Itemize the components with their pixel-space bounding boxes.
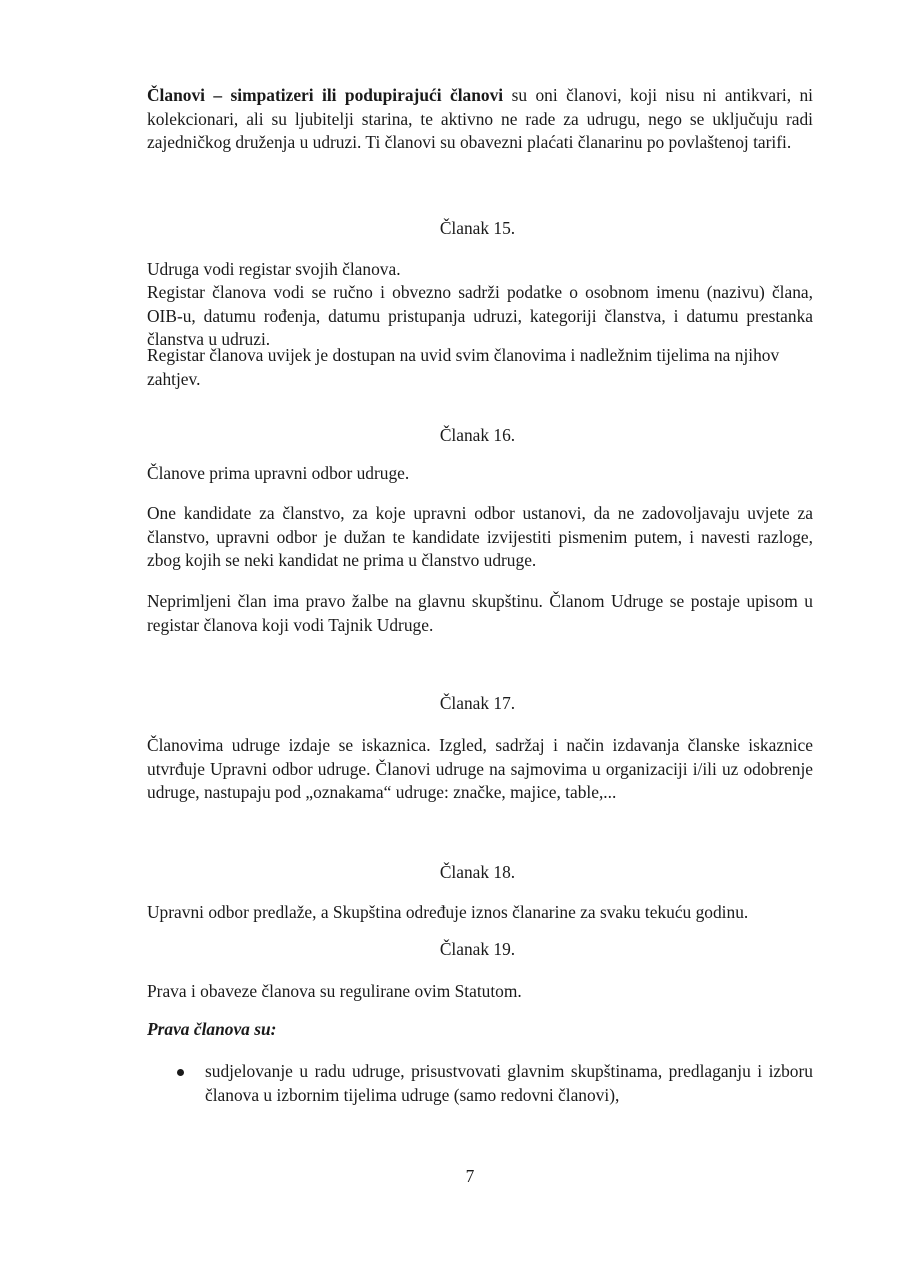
article-15-heading: Članak 15. — [439, 218, 516, 238]
intro-paragraph — [147, 84, 813, 155]
article-16-paragraph-2: One kandidate za članstvo, za koje upravni odbor ustanovi, da ne zadovoljavaju uvjete za članstvo, upravni odbor je dužan te kandidate izvijestiti pismenim putem, i navesti razloge, zbog kojih se neki kandidat ne prima u članstvo udruge. — [147, 503, 813, 571]
article-16-paragraph-3: Neprimljeni član ima pravo žalbe na glavnu skupštinu. Članom Udruge se postaje upisom u registar članova koji vodi Tajnik Udruge. — [147, 591, 813, 635]
list-item-text: sudjelovanje u radu udruge, prisustvovati glavnim skupštinama, predlaganju i izboru članova u izbornim tijelima udruge (samo redovni članovi), — [205, 1061, 813, 1105]
article-17-paragraph-1: Članovima udruge izdaje se iskaznica. Izgled, sadržaj i način izdavanja članske iskaznice utvrđuje Upravni odbor udruge. Članovi udruge na sajmovima u organizaciji i/ili uz odobrenje udruge, nastupaju pod „oznakama“ udruge: značke, majice, table,... — [147, 735, 813, 803]
bullet-icon — [177, 1069, 184, 1076]
article-15-paragraph-1: Udruga vodi registar svojih članova. — [147, 259, 401, 279]
intro-bold-lead: Članovi – simpatizeri ili podupirajući članovi — [147, 85, 504, 105]
rights-title: Prava članova su: — [147, 1019, 277, 1039]
article-16-paragraph-1: Članove prima upravni odbor udruge. — [147, 463, 410, 483]
list-item — [147, 1060, 813, 1107]
article-17-heading: Članak 17. — [439, 693, 516, 713]
article-18-heading: Članak 18. — [439, 862, 516, 882]
article-19-paragraph-1: Prava i obaveze članova su regulirane ovim Statutom. — [147, 981, 522, 1001]
article-15-paragraph-3: Registar članova uvijek je dostupan na uvid svim članovima i nadležnim tijelima na njihov zahtjev. — [147, 345, 780, 389]
article-19-heading: Članak 19. — [439, 939, 516, 959]
article-15-paragraph-2: Registar članova vodi se ručno i obvezno sadrži podatke o osobnom imenu (nazivu) člana, OIB-u, datumu rođenja, datumu pristupanja udruzi, kategoriji članstva, i datumu prestanka članstva u udruzi. — [147, 282, 813, 350]
page-number: 7 — [465, 1166, 475, 1186]
article-18-paragraph-1: Upravni odbor predlaže, a Skupština određuje iznos članarine za svaku tekuću godinu. — [147, 902, 749, 922]
rights-list — [147, 1060, 813, 1107]
article-16-heading: Članak 16. — [439, 425, 516, 445]
intro-text: su oni članovi, koji nisu ni antikvari, ni kolekcionari, ali su ljubitelji starina, te aktivno ne rade za udrugu, nego se uključuju radi zajedničkog druženja u udruzi. Ti članovi su obavezni plaćati članarinu po povlaštenoj tarifi. — [147, 85, 813, 153]
